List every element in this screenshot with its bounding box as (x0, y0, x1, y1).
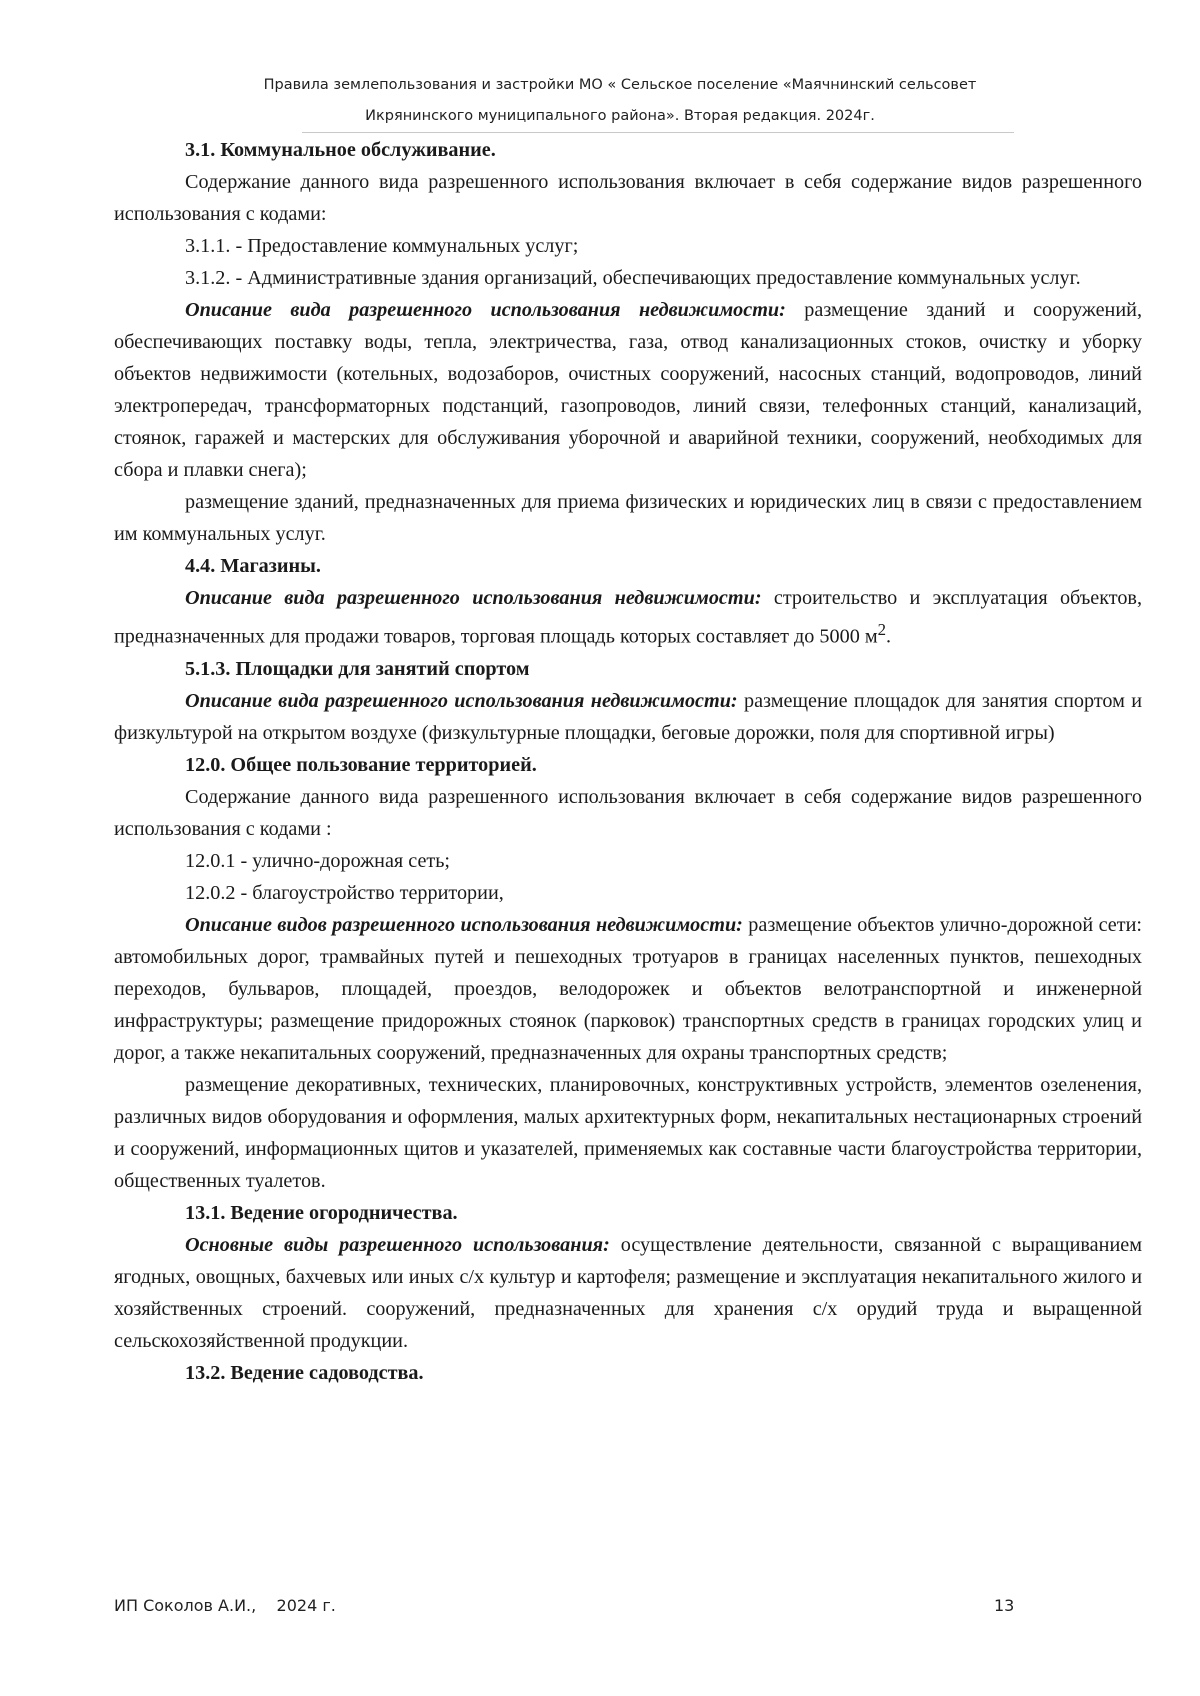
section-13-1-description (114, 1229, 1142, 1357)
section-heading-4-4: 4.4. Магазины. (185, 555, 321, 577)
description-lead: Описание видов разрешенного использования недвижимости: (185, 913, 743, 936)
section-3-1-paragraph: размещение зданий, предназначенных для приема физических и юридических лиц в связи с предоставлением им коммунальных услуг. (114, 491, 1142, 545)
description-lead: Описание вида разрешенного использования недвижимости: (185, 689, 738, 712)
running-header (200, 70, 1040, 132)
section-12-0-paragraph: размещение декоративных, технических, планировочных, конструктивных устройств, элементов озеленения, различных видов оборудования и оформления, малых архитектурных форм, некапитальных нестационарных строений и сооружений, информационных щитов и указателей, применяемых как составные части благоустройства территории, общественных туалетов. (114, 1073, 1142, 1192)
page-number: 13 (994, 1596, 1015, 1615)
section-3-1-item-1: 3.1.1. - Предоставление коммунальных услуг; (185, 235, 579, 257)
description-text: размещение площадок для занятия спортом и физкультурой на открытом воздухе (физкультурные площадки, беговые дорожки, поля для спортивной игры) (114, 689, 1143, 744)
section-heading-13-1: 13.1. Ведение огородничества. (185, 1201, 458, 1224)
description-text: размещение объектов улично-дорожной сети: автомобильных дорог, трамвайных путей и пешеходных тротуаров в границах населенных пунктов, пешеходных переходов, бульваров, площадей, проездов, велодорожек и объектов велотранспортной и инженерной инфраструктуры; размещение придорожных стоянок (парковок) транспортных средств в границах городских улиц и дорог, а также некапитальных сооружений, предназначенных для охраны транспортных средств; (114, 913, 1142, 1064)
section-heading-12-0: 12.0. Общее пользование территорией. (185, 753, 537, 776)
description-text: строительство и эксплуатация объектов, предназначенных для продажи товаров, торговая площадь которых составляет до 5000 м (114, 587, 1142, 648)
section-12-0-item-1: 12.0.1 - улично-дорожная сеть; (185, 849, 451, 872)
document-body (114, 134, 1142, 1389)
section-12-0-item-2: 12.0.2 - благоустройство территории, (185, 881, 504, 904)
section-3-1-item-2: 3.1.2. - Административные здания организаций, обеспечивающих предоставление коммунальных услуг. (185, 267, 1081, 289)
section-heading-13-2: 13.2. Ведение садоводства. (185, 1361, 424, 1384)
header-line-1: Правила землепользования и застройки МО « Сельское поселение «Маячнинский сельсовет (263, 77, 977, 93)
section-4-4-description (114, 582, 1142, 653)
section-12-0-intro: Содержание данного вида разрешенного использования включает в себя содержание видов разрешенного использования с кодами : (114, 785, 1142, 840)
description-end: . (886, 625, 892, 648)
header-line-2: Икрянинского муниципального района». Вторая редакция. 2024г. (365, 108, 875, 124)
description-text: осуществление деятельности, связанной с выращиванием ягодных, овощных, бахчевых или иных с/х культур и картофеля; размещение и эксплуатация некапитального жилого и хозяйственных строений. сооружений, предназначенных для хранения с/х орудий труда и выращенной сельскохозяйственной продукции. (114, 1233, 1142, 1352)
footer-author: ИП Соколов А.И., 2024 г. (114, 1596, 336, 1615)
description-lead: Основные виды разрешенного использования: (185, 1233, 610, 1256)
superscript: 2 (877, 620, 887, 639)
description-lead: Описание вида разрешенного использования недвижимости: (185, 299, 786, 321)
header-divider (302, 132, 1014, 133)
section-heading-5-1-3: 5.1.3. Площадки для занятий спортом (185, 657, 530, 680)
section-heading-3-1: 3.1. Коммунальное обслуживание. (185, 139, 496, 161)
description-lead: Описание вида разрешенного использования недвижимости: (185, 587, 762, 609)
section-5-1-3-description (114, 685, 1142, 749)
description-text: размещение зданий и сооружений, обеспечивающих поставку воды, тепла, электричества, газа, отвод канализационных стоков, очистку и уборку объектов недвижимости (котельных, водозаборов, очистных сооружений, насосных станций, водопроводов, линий электропередач, трансформаторных подстанций, газопроводов, линий связи, телефонных станций, канализаций, стоянок, гаражей и мастерских для обслуживания уборочной и аварийной техники, сооружений, необходимых для сбора и плавки снега); (114, 299, 1142, 481)
section-3-1-intro: Содержание данного вида разрешенного использования включает в себя содержание видов разрешенного использования с кодами: (114, 171, 1142, 225)
section-12-0-description (114, 909, 1142, 1069)
section-3-1-description (114, 294, 1142, 486)
